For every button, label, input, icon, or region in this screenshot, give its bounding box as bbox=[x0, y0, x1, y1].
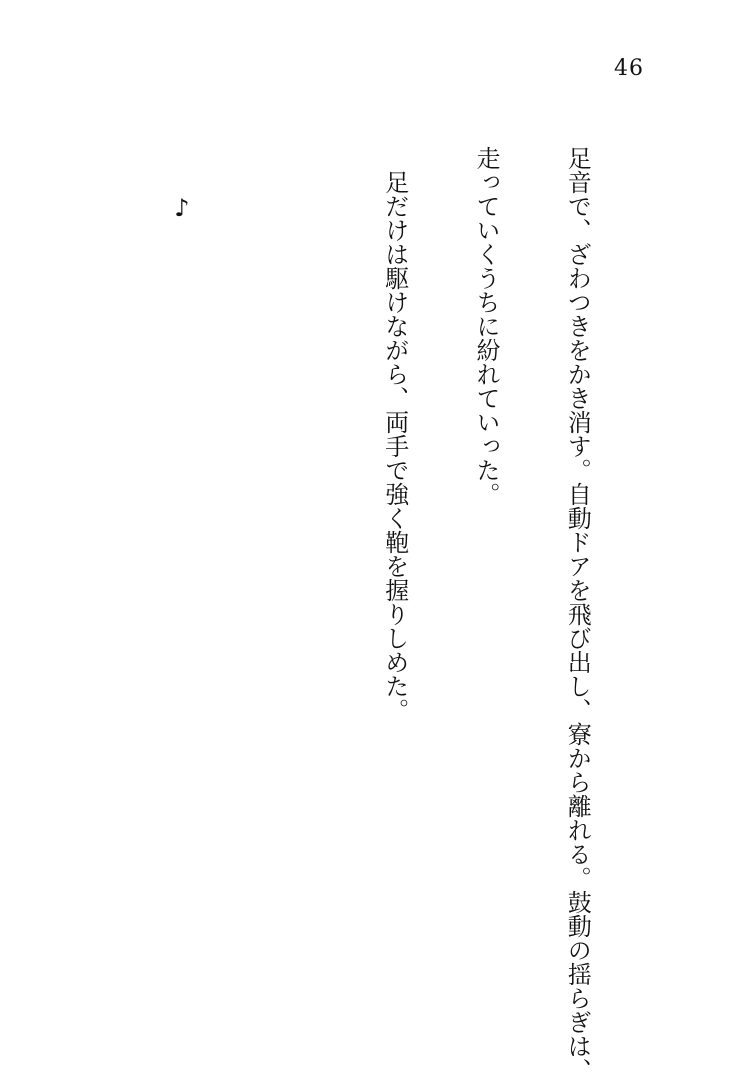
text-line: 走っていくうちに紛れていった。 bbox=[471, 146, 500, 506]
page-number: 46 bbox=[614, 56, 644, 81]
text-line: 足だけは駆けながら、両手で強く鞄を握りしめた。 bbox=[380, 146, 409, 722]
scene-break-note: ♪ bbox=[167, 146, 196, 222]
text-line: 足音で、ざわつきをかき消す。自動ドアを飛び出し、寮から離れる。鼓動の揺らぎは、 bbox=[563, 146, 592, 1082]
vertical-text-body bbox=[0, 146, 653, 1082]
